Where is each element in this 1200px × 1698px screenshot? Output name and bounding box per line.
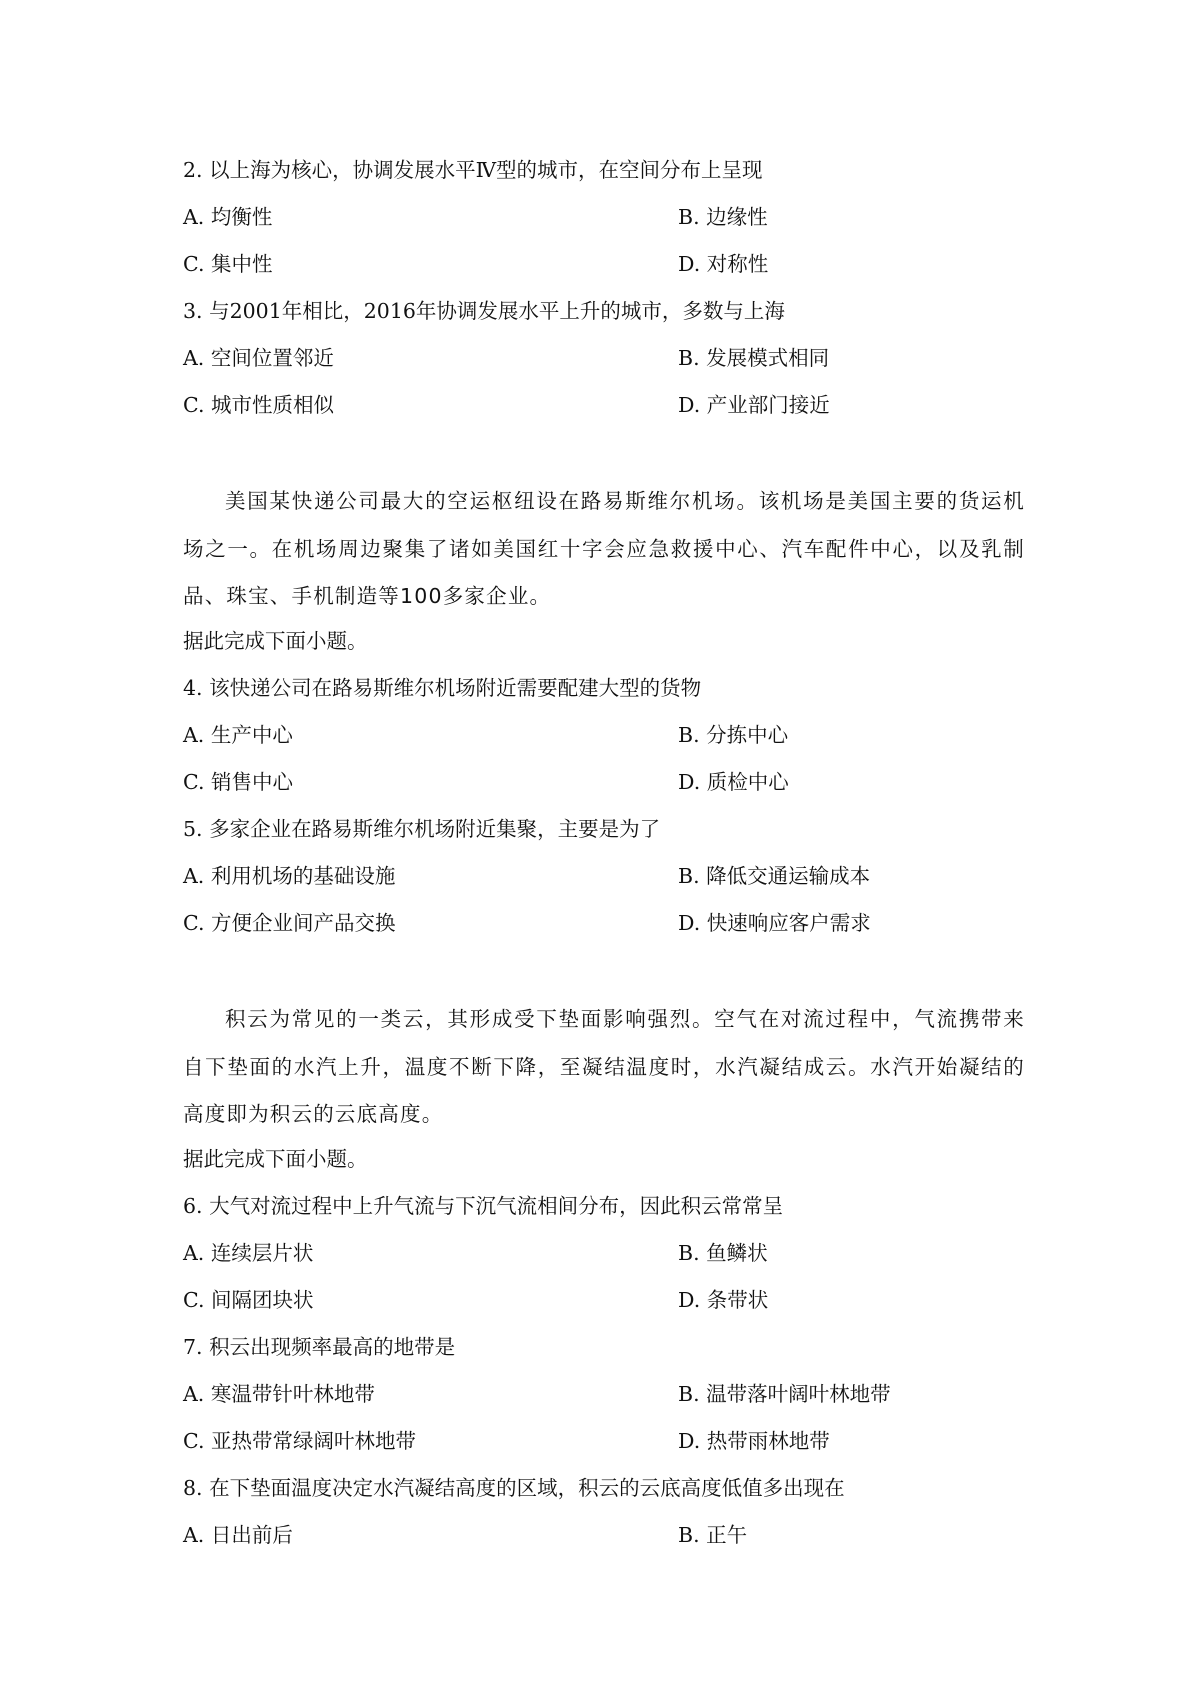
option-d: D. 热带雨林地带 (678, 1429, 830, 1453)
question-3-stem: 3. 与2001年相比，2016年协调发展水平上升的城市，多数与上海 (183, 299, 785, 323)
question-2-stem: 2. 以上海为核心，协调发展水平Ⅳ型的城市，在空间分布上呈现 (183, 158, 763, 182)
option-d: D. 快速响应客户需求 (678, 911, 871, 935)
option-a: A. 生产中心 (183, 723, 293, 747)
option-b: B. 正午 (678, 1523, 748, 1547)
question-8-stem: 8. 在下垫面温度决定水汽凝结高度的区域，积云的云底高度低值多出现在 (183, 1476, 845, 1500)
question-6-options-row-2 (183, 1286, 1025, 1314)
option-a: A. 日出前后 (183, 1523, 293, 1547)
passage-cumulus-instruction: 据此完成下面小题。 (183, 1147, 368, 1171)
option-c: C. 方便企业间产品交换 (183, 911, 396, 935)
option-d: D. 条带状 (678, 1288, 769, 1312)
question-4-stem: 4. 该快递公司在路易斯维尔机场附近需要配建大型的货物 (183, 676, 702, 700)
passage-airport: 美国某快递公司最大的空运枢纽设在路易斯维尔机场。该机场是美国主要的货运机场之一。在机场周边聚集了诸如美国红十字会应急救援中心、汽车配件中心，以及乳制品、珠宝、手机制造等100多家企业。 (183, 489, 1025, 608)
question-3-options-row-2 (183, 391, 1025, 419)
option-b: B. 发展模式相同 (678, 346, 830, 370)
question-6-stem: 6. 大气对流过程中上升气流与下沉气流相间分布，因此积云常常呈 (183, 1194, 784, 1218)
question-4-options-row-1 (183, 721, 1025, 749)
passage-cumulus: 积云为常见的一类云，其形成受下垫面影响强烈。空气在对流过程中，气流携带来自下垫面的水汽上升，温度不断下降，至凝结温度时，水汽凝结成云。水汽开始凝结的高度即为积云的云底高度。 (183, 1007, 1025, 1126)
option-a: A. 均衡性 (183, 205, 273, 229)
option-c: C. 销售中心 (183, 770, 293, 794)
option-d: D. 质检中心 (678, 770, 789, 794)
question-5-stem: 5. 多家企业在路易斯维尔机场附近集聚，主要是为了 (183, 817, 661, 841)
option-b: B. 降低交通运输成本 (678, 864, 871, 888)
question-3-options-row-1 (183, 344, 1025, 372)
question-2-options-row-1 (183, 203, 1025, 231)
question-7-options-row-1 (183, 1380, 1025, 1408)
option-c: C. 亚热带常绿阔叶林地带 (183, 1429, 416, 1453)
question-6-options-row-1 (183, 1239, 1025, 1267)
option-c: C. 城市性质相似 (183, 393, 334, 417)
option-c: C. 集中性 (183, 252, 273, 276)
option-d: D. 对称性 (678, 252, 769, 276)
option-c: C. 间隔团块状 (183, 1288, 314, 1312)
question-5-options-row-2 (183, 909, 1025, 937)
question-5-options-row-1 (183, 862, 1025, 890)
option-b: B. 鱼鳞状 (678, 1241, 768, 1265)
option-a: A. 空间位置邻近 (183, 346, 334, 370)
question-7-options-row-2 (183, 1427, 1025, 1455)
passage-airport-instruction: 据此完成下面小题。 (183, 629, 368, 653)
option-d: D. 产业部门接近 (678, 393, 830, 417)
question-8-options-row-1 (183, 1521, 1025, 1549)
option-b: B. 温带落叶阔叶林地带 (678, 1382, 891, 1406)
option-a: A. 利用机场的基础设施 (183, 864, 396, 888)
question-7-stem: 7. 积云出现频率最高的地带是 (183, 1335, 456, 1359)
option-b: B. 分拣中心 (678, 723, 789, 747)
question-2-options-row-2 (183, 250, 1025, 278)
question-4-options-row-2 (183, 768, 1025, 796)
option-b: B. 边缘性 (678, 205, 768, 229)
option-a: A. 连续层片状 (183, 1241, 314, 1265)
option-a: A. 寒温带针叶林地带 (183, 1382, 375, 1406)
